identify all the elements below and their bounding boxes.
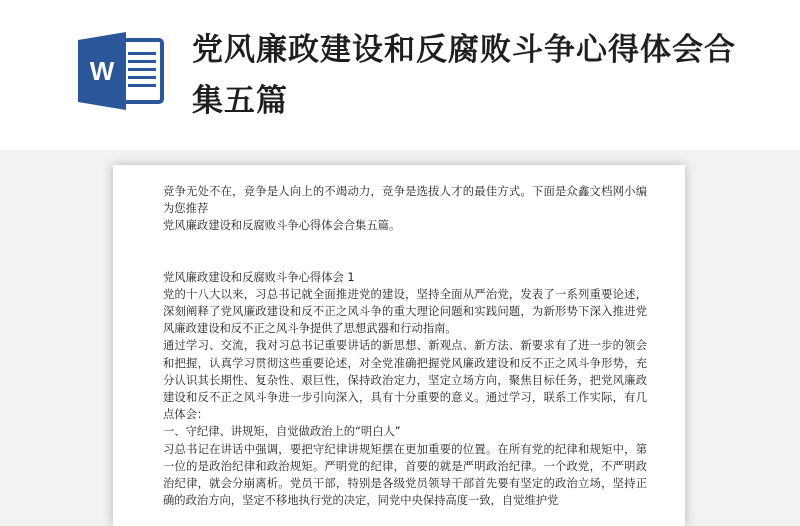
word-document-icon bbox=[76, 30, 166, 112]
body-paragraph: 习总书记在讲话中强调，要把守纪律讲规矩摆在更加重要的位置。在所有党的纪律和规矩中，第一位的是政治纪律和政治规矩。严明党的纪律，首要的就是严明政治纪律。一个政党，不严明政治纪律，就会分崩离析。党员干部，特别是各级党员领导干部首先要有坚定的政治立场，坚持正确的政治方向，坚定不移地执行党的决定，同党中央保持高度一致，自觉维护党 bbox=[163, 442, 647, 508]
document-content bbox=[163, 183, 647, 509]
page-title: 党风廉政建设和反腐败斗争心得体会合集五篇 bbox=[192, 32, 736, 119]
section-heading: 党风廉政建设和反腐败斗争心得体会 1 bbox=[163, 270, 355, 284]
intro-paragraph: 党风廉政建设和反腐败斗争心得体会合集五篇。 bbox=[163, 219, 401, 233]
section-subheading: 一、守纪律、讲规矩，自觉做政治上的“明白人” bbox=[163, 425, 401, 439]
body-paragraph: 党的十八大以来，习总书记就全面推进党的建设，坚持全面从严治党，发表了一系列重要论述，深刻阐释了党风廉政建设和反不正之风斗争的重大理论问题和实践问题，为新形势下深入推进党风廉政建设和反不正之风斗争提供了思想武器和行动指南。 bbox=[163, 287, 647, 336]
document-page bbox=[113, 165, 685, 526]
paragraph-gap bbox=[163, 235, 647, 269]
intro-paragraph: 竞争无处不在，竞争是人向上的不竭动力，竞争是选拔人才的最佳方式。下面是众鑫文档网小编为您推荐 bbox=[163, 185, 647, 216]
body-paragraph: 通过学习、交流，我对习总书记重要讲话的新思想、新观点、新方法、新要求有了进一步的领会和把握，认真学习贯彻这些重要论述，对全党准确把握党风廉政建设和反不正之风斗争形势，充分认识其长期性、复杂性、艰巨性，保持政治定力，坚定立场方向，聚焦目标任务，把党风廉政建设和反不正之风斗争进一步引向深入，具有十分重要的意义。通过学习，联系工作实际，有几点体会： bbox=[163, 339, 647, 422]
word-icon-letter: W bbox=[89, 56, 115, 86]
header bbox=[0, 0, 800, 150]
